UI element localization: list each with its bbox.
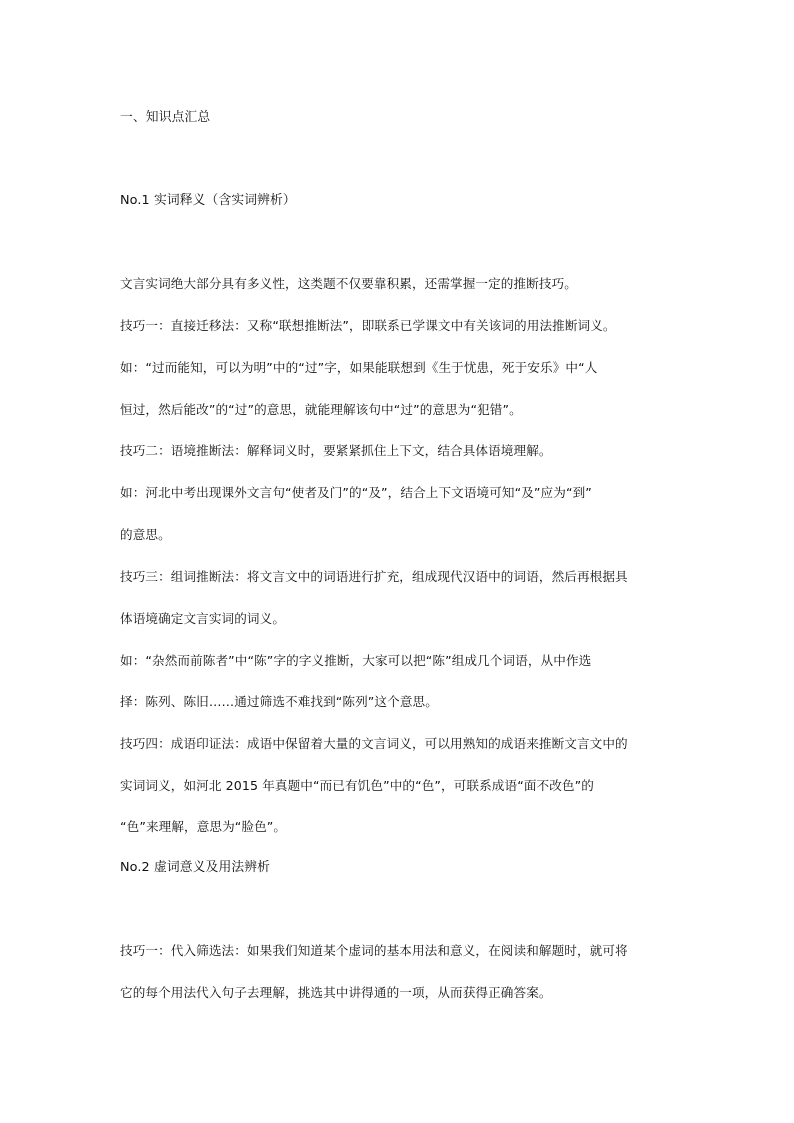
paragraph-line: “色”来理解，意思为“脸色”。 (120, 819, 287, 834)
paragraph-line: 如：河北中考出现课外文言句“使者及门”的“及”，结合上下文语境可知“及”应为“到” (120, 485, 592, 500)
paragraph-line: 技巧一：直接迁移法：又称“联想推断法”，即联系已学课文中有关该词的用法推断词义。 (120, 318, 616, 333)
paragraph-line: 如：“杂然而前陈者”中“陈”字的字义推断，大家可以把“陈”组成几个词语，从中作选 (120, 653, 592, 668)
section-title: 一、知识点汇总 (120, 110, 211, 125)
paragraph-line: 择：陈列、陈旧……通过筛选不难找到“陈列”这个意思。 (120, 694, 438, 709)
paragraph-line: 技巧三：组词推断法：将文言文中的词语进行扩充，组成现代汉语中的词语，然后再根据具 (120, 569, 628, 584)
paragraph-line: 恒过，然后能改”的“过”的意思，就能理解该句中“过”的意思为“犯错”。 (120, 402, 522, 417)
subsection-title-1: No.1 实词释义（含实词辨析） (120, 193, 296, 208)
subsection-title-2: No.2 虚词意义及用法辨析 (120, 860, 271, 875)
paragraph-line: 体语境确定文言实词的词义。 (120, 611, 286, 626)
paragraph-line: 如：“过而能知，可以为明”中的“过”字，如果能联想到《生于忧患，死于安乐》中“人 (120, 360, 598, 375)
paragraph-line: 技巧二：语境推断法：解释词义时，要紧紧抓住上下文，结合具体语境理解。 (120, 443, 552, 458)
paragraph-line: 它的每个用法代入句子去理解，挑选其中讲得通的一项，从而获得正确答案。 (120, 985, 552, 1000)
paragraph-line: 的意思。 (120, 527, 171, 542)
paragraph-line: 技巧一：代入筛选法：如果我们知道某个虚词的基本用法和意义，在阅读和解题时，就可将 (120, 943, 628, 958)
paragraph-line: 技巧四：成语印证法：成语中保留着大量的文言词义，可以用熟知的成语来推断文言文中的 (120, 736, 628, 751)
paragraph-line: 文言实词绝大部分具有多义性，这类题不仅要靠积累，还需掌握一定的推断技巧。 (120, 276, 577, 291)
paragraph-line: 实词词义，如河北 2015 年真题中“而已有饥色”中的“色”，可联系成语“面不改色”的 (120, 778, 594, 793)
